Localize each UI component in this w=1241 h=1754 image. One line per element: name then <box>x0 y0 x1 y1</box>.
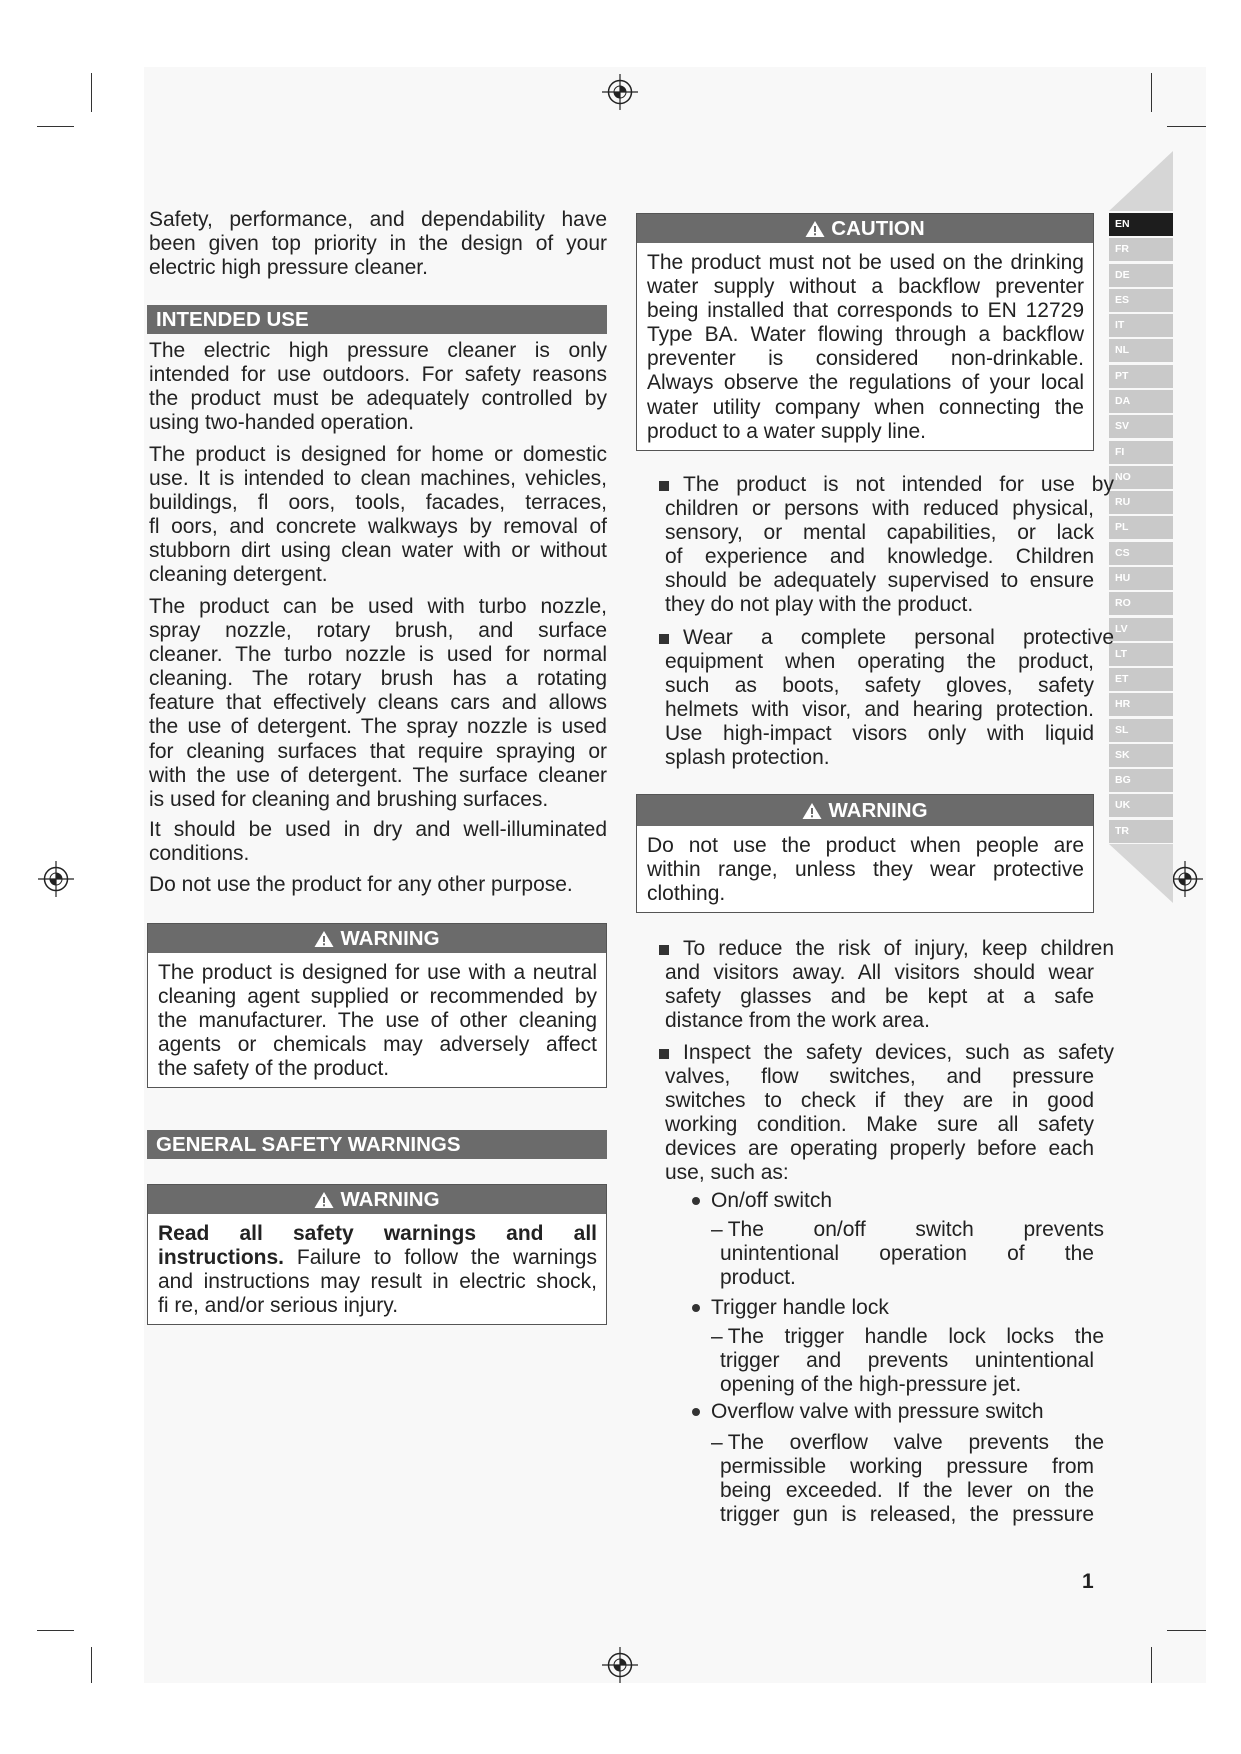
text-line: unintentional operation of the <box>720 1242 1094 1266</box>
text-line: Always observe the regulations of your local <box>647 371 1084 395</box>
text-line: the manufacturer. The use of other cleaning <box>158 1009 597 1033</box>
language-tab-no: NO <box>1109 466 1173 489</box>
text-line: use. It is intended to clean machines, vehicles, <box>149 467 607 491</box>
warning-label: WARNING <box>828 798 928 822</box>
intended-use-paragraph <box>149 595 607 812</box>
text-line: Use high-impact visors only with liquid <box>665 722 1094 746</box>
warning-label: WARNING <box>340 926 440 950</box>
text-line: equipment when operating the product, <box>665 650 1094 674</box>
text-line: children or persons with reduced physical, <box>665 497 1094 521</box>
text-line: The product can be used with turbo nozzle, <box>149 595 607 618</box>
text-line: the product must be adequately controlled by <box>149 387 607 411</box>
text-line: water utility company when connecting the <box>647 395 1084 419</box>
text-line: and instructions may result in electric shock, <box>158 1270 597 1294</box>
language-tab-uk: UK <box>1109 794 1173 817</box>
caution-label: CAUTION <box>831 216 925 240</box>
crop-mark <box>1167 1630 1206 1631</box>
warning-triangle-icon <box>805 220 825 238</box>
language-tab-hu: HU <box>1109 567 1173 590</box>
text-line: stubborn dirt using clean water with or without <box>149 539 607 563</box>
safety-device-title <box>711 1400 1094 1424</box>
warning-label: WARNING <box>340 1187 440 1211</box>
text-line: The product must not be used on the drinking <box>647 251 1084 274</box>
crop-mark <box>37 126 74 127</box>
text-line: preventer is considered non-drinkable. <box>647 347 1084 371</box>
language-tab-pt: PT <box>1109 365 1173 388</box>
section-heading-general-safety <box>147 1130 607 1159</box>
safety-device-name: Overflow valve with pressure switch <box>711 1400 1044 1423</box>
intended-use-paragraph <box>149 339 607 435</box>
language-tab-cs: CS <box>1109 542 1173 565</box>
caution-header <box>637 214 1093 243</box>
text-line: feature that effectively cleans cars and allows <box>149 691 607 715</box>
text-line: water supply without a backflow preventer <box>647 275 1084 299</box>
intended-use-paragraph <box>149 443 607 588</box>
bullet-item-protective-equipment <box>665 626 1114 771</box>
safety-device-title <box>711 1189 1094 1213</box>
bold-text: Read all safety warnings and all <box>158 1222 597 1245</box>
text-line: been given top priority in the design of your <box>149 232 607 256</box>
text-line: cleaning agent supplied or recommended by <box>158 985 597 1009</box>
caution-text <box>637 243 1093 444</box>
language-tab-sv: SV <box>1109 415 1173 438</box>
text-line: for cleaning surfaces that require spraying or <box>149 739 607 763</box>
warning-triangle-icon <box>314 930 334 948</box>
text-line: Safety, performance, and dependability have <box>149 208 607 231</box>
text-line: trigger gun is released, the pressure <box>720 1503 1094 1527</box>
text-line: intended for use outdoors. For safety reasons <box>149 363 607 387</box>
warning-text <box>637 826 1093 906</box>
warning-header <box>148 924 606 953</box>
crop-mark <box>91 73 92 112</box>
warning-text <box>148 1214 606 1318</box>
warning-triangle-icon <box>802 802 822 820</box>
text-line: and visitors away. All visitors should wear <box>665 961 1094 985</box>
text-line: distance from the work area. <box>665 1009 930 1033</box>
warning-triangle-icon <box>314 1191 334 1209</box>
language-tab-fr: FR <box>1109 238 1173 261</box>
text-line: conditions. <box>149 842 250 866</box>
text-line: fi re, and/or serious injury. <box>158 1294 399 1318</box>
language-tab-da: DA <box>1109 390 1173 413</box>
text-line: Type BA. Water flowing through a backflow <box>647 323 1084 347</box>
text-line: working condition. Make sure all safety <box>665 1113 1094 1137</box>
text-line: Do not use the product for any other purpose. <box>149 873 573 896</box>
text-line: Inspect the safety devices, such as safety <box>683 1041 1114 1064</box>
text-line: The product is designed for home or domestic <box>149 443 607 466</box>
text-line: product to a water supply line. <box>647 419 926 443</box>
text-line: fl oors, and concrete walkways by removal of <box>149 515 607 539</box>
language-tab-bg: BG <box>1109 769 1173 792</box>
text-line: splash protection. <box>665 746 830 770</box>
text-line: permissible working pressure from <box>720 1455 1094 1479</box>
text-line: agents or chemicals may adversely affect <box>158 1033 597 1057</box>
registration-mark <box>600 1645 640 1685</box>
regular-text: Failure to follow the warnings <box>284 1246 597 1270</box>
text-line: electric high pressure cleaner. <box>149 256 428 280</box>
registration-mark <box>36 859 76 899</box>
language-tab-sk: SK <box>1109 744 1173 767</box>
text-line: of experience and knowledge. Children <box>665 545 1094 569</box>
warning-box-range <box>636 794 1094 913</box>
text-line: It should be used in dry and well-illuminated <box>149 818 607 841</box>
language-tab-es: ES <box>1109 289 1173 312</box>
caution-box-backflow <box>636 213 1094 451</box>
text-line: cleaner. The turbo nozzle is used for normal <box>149 643 607 667</box>
text-line: The electric high pressure cleaner is only <box>149 339 607 362</box>
bullet-item-children <box>665 473 1114 618</box>
text-line: is used for cleaning and brushing surfaces. <box>149 787 549 811</box>
language-tab-et: ET <box>1109 668 1173 691</box>
language-tab-ro: RO <box>1109 592 1173 615</box>
language-tab-ru: RU <box>1109 491 1173 514</box>
text-line: being installed that corresponds to EN 12729 <box>647 299 1084 323</box>
crop-mark <box>91 1647 92 1683</box>
crop-mark <box>37 1630 74 1631</box>
language-tab-lv: LV <box>1109 618 1173 641</box>
language-tabs <box>1109 213 1173 845</box>
text-line: – The trigger handle lock locks the <box>711 1325 1104 1349</box>
text-line: opening of the high-pressure jet. <box>720 1373 1022 1397</box>
text-line: Do not use the product when people are <box>647 834 1084 857</box>
crop-mark <box>1151 73 1152 112</box>
text-line: clothing. <box>647 882 726 906</box>
bullet-item-visitors <box>665 937 1114 1033</box>
safety-device-description <box>720 1431 1104 1527</box>
crop-mark <box>1151 1647 1152 1683</box>
intended-use-paragraph <box>149 818 607 866</box>
text-line: switches to check if they are in good <box>665 1089 1094 1113</box>
text-line: cleaning. The rotary brush has a rotating <box>149 667 607 691</box>
language-tab-en: EN <box>1109 213 1173 236</box>
text-line: To reduce the risk of injury, keep children <box>683 937 1114 960</box>
text-line: safety glasses and be kept at a safe <box>665 985 1094 1009</box>
text-line: The product is designed for use with a neutral <box>158 961 597 984</box>
warning-box-read-instructions <box>147 1184 607 1325</box>
crop-mark <box>1167 126 1206 127</box>
section-heading-text: GENERAL SAFETY WARNINGS <box>156 1133 461 1156</box>
text-line: cleaning detergent. <box>149 563 328 587</box>
text-line: trigger and prevents unintentional <box>720 1349 1094 1373</box>
safety-device-name: On/off switch <box>711 1189 832 1212</box>
safety-device-description <box>720 1325 1104 1397</box>
language-tab-it: IT <box>1109 314 1173 337</box>
text-line: with the use of detergent. The surface cleaner <box>149 763 607 787</box>
text-line <box>158 1246 597 1270</box>
text-line: buildings, fl oors, tools, facades, terraces, <box>149 491 607 515</box>
bullet-item-inspect-devices <box>665 1041 1114 1186</box>
text-line: – The overflow valve prevents the <box>711 1431 1104 1455</box>
registration-mark <box>600 72 640 112</box>
text-line: the safety of the product. <box>158 1057 390 1081</box>
language-tab-pl: PL <box>1109 516 1173 539</box>
text-line: – The on/off switch prevents <box>711 1218 1104 1242</box>
bold-text: instructions. <box>158 1246 285 1270</box>
text-line: valves, flow switches, and pressure <box>665 1065 1094 1089</box>
text-line: Wear a complete personal protective <box>683 626 1114 649</box>
safety-device-name: Trigger handle lock <box>711 1296 889 1319</box>
text-line: the use of detergent. The spray nozzle is used <box>149 715 607 739</box>
text-line: being exceeded. If the lever on the <box>720 1479 1094 1503</box>
text-line: within range, unless they wear protective <box>647 858 1084 882</box>
text-line: should be adequately supervised to ensure <box>665 569 1094 593</box>
text-line: use, such as: <box>665 1161 789 1185</box>
warning-header <box>148 1185 606 1214</box>
text-line: The product is not intended for use by <box>683 473 1114 496</box>
language-tab-sl: SL <box>1109 719 1173 742</box>
intro-paragraph <box>149 208 607 280</box>
warning-header <box>637 795 1093 826</box>
text-line <box>158 1222 597 1246</box>
language-tab-de: DE <box>1109 264 1173 287</box>
language-tab-tr: TR <box>1109 820 1173 843</box>
text-line: such as boots, safety gloves, safety <box>665 674 1094 698</box>
text-line: devices are operating properly before each <box>665 1137 1094 1161</box>
safety-device-title <box>711 1296 1094 1320</box>
text-line: spray nozzle, rotary brush, and surface <box>149 619 607 643</box>
language-tab-nl: NL <box>1109 339 1173 362</box>
section-heading-intended-use <box>147 305 607 334</box>
safety-device-description <box>720 1218 1104 1290</box>
text-line: product. <box>720 1266 796 1290</box>
text-line: sensory, or mental capabilities, or lack <box>665 521 1094 545</box>
warning-box-cleaning-agent <box>147 923 607 1088</box>
text-line: helmets with visor, and hearing protection. <box>665 698 1094 722</box>
text-line: they do not play with the product. <box>665 593 974 617</box>
page-number: 1 <box>1082 1570 1094 1593</box>
warning-text <box>148 953 606 1081</box>
intended-use-paragraph <box>149 873 607 897</box>
text-line: using two-handed operation. <box>149 411 415 435</box>
language-tab-hr: HR <box>1109 693 1173 716</box>
language-tab-lt: LT <box>1109 643 1173 666</box>
section-heading-text: INTENDED USE <box>156 308 309 331</box>
language-tab-fi: FI <box>1109 441 1173 464</box>
